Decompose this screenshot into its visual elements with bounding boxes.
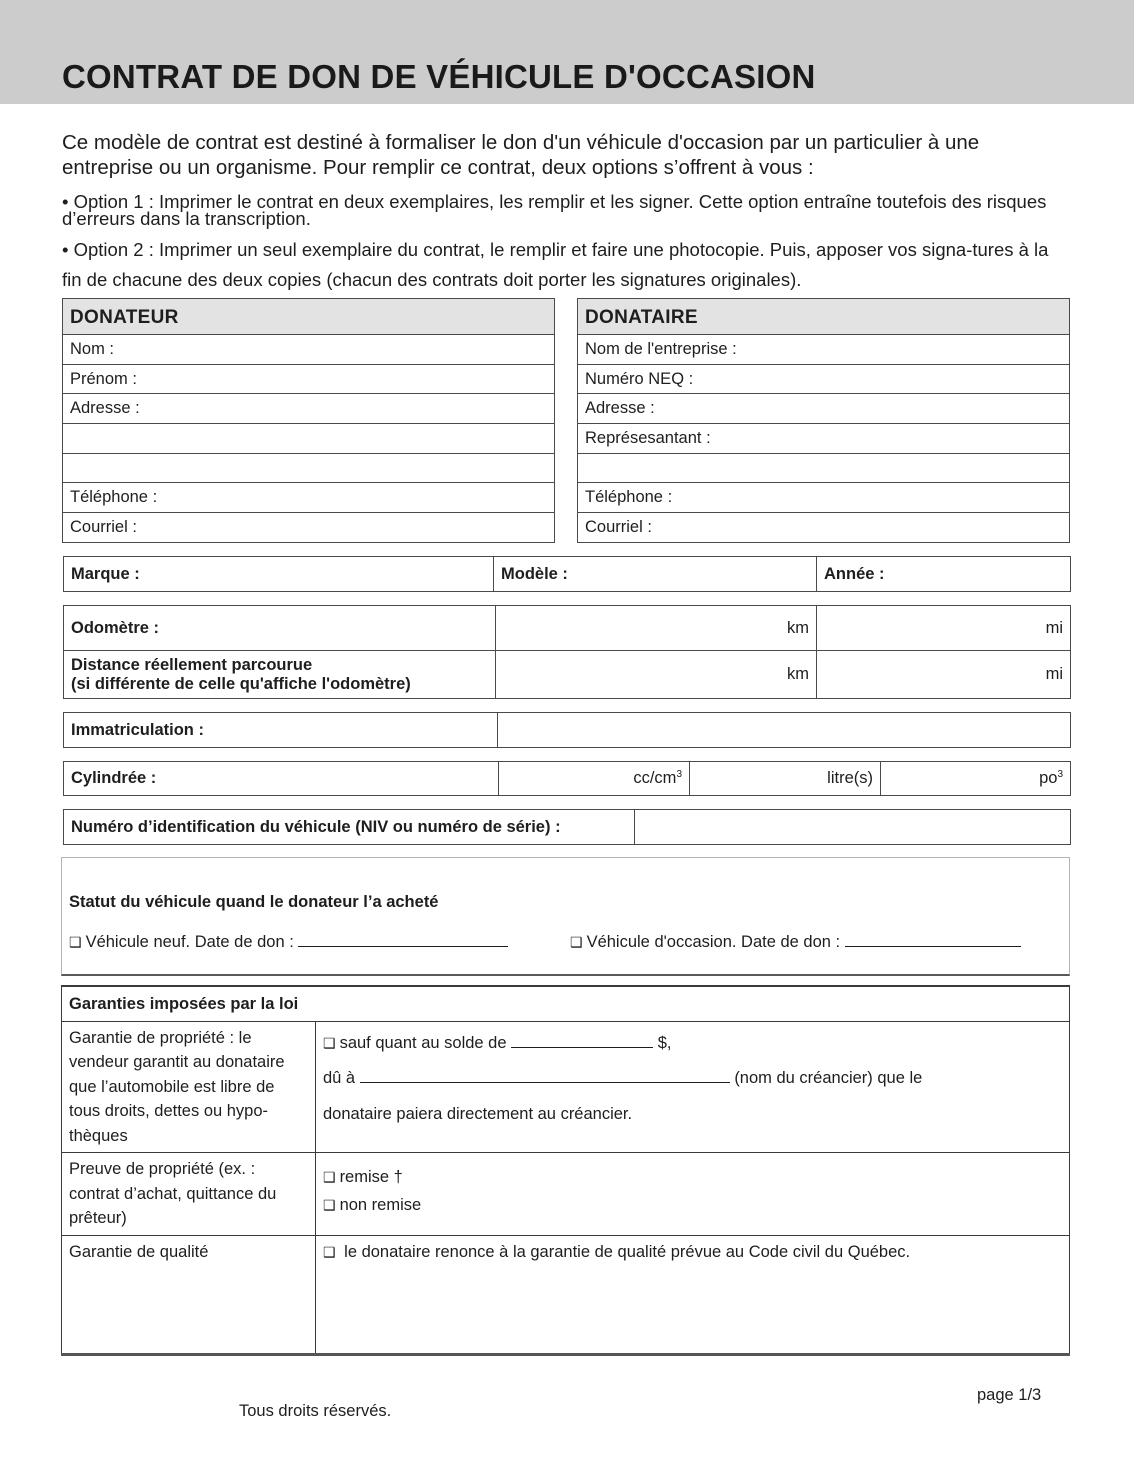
marque-field[interactable]: Marque : [64,557,494,592]
option-2-text: • Option 2 : Imprimer un seul exemplaire du contrat, le remplir et faire une photocopie. Puis, apposer vos signa-tures à la fin de chacune des deux copies (chacun des contrats doit porter les signatures originales). [62,239,1049,290]
immatriculation-field[interactable] [498,713,1071,748]
dollar-sign: $, [657,1033,672,1052]
checkbox-icon[interactable]: ❑ [323,1034,336,1051]
donataire-table [577,298,1070,543]
donateur-prenom-field[interactable]: Prénom : [63,364,555,394]
footer-rights: Tous droits réservés. [239,1402,392,1420]
statut-occasion-label: Véhicule d'occasion. Date de don : [586,933,841,951]
donateur-title: DONATEUR [63,299,555,335]
garanties-table [61,985,1070,1356]
donateur-courriel-field[interactable]: Courriel : [63,513,555,543]
donataire-neq-field[interactable]: Numéro NEQ : [578,364,1070,394]
donataire-telephone-field[interactable]: Téléphone : [578,483,1070,513]
statut-neuf-label: Véhicule neuf. Date de don : [85,933,294,951]
checkbox-icon[interactable]: ❑ [323,1243,336,1260]
donateur-nom-field[interactable]: Nom : [63,335,555,365]
odometre-mi-field[interactable] [817,606,1071,651]
creancier-line [323,1061,1062,1097]
preuve-propriete-label: Preuve de propriété (ex. : contrat d’achat, quittance du prêteur) [62,1153,316,1236]
checkbox-icon[interactable]: ❑ [570,934,583,950]
vehicle-status-section [61,857,1070,976]
renonce-label: le donataire renonce à la garantie de qualité prévue au Code civil du Québec. [344,1242,911,1261]
annee-field[interactable]: Année : [817,557,1071,592]
niv-field[interactable] [635,810,1071,845]
date-occasion-blank[interactable] [845,932,1021,947]
cc-unit: cc/cm [633,769,677,787]
distance-label [64,651,496,699]
remise-label: remise † [339,1168,403,1186]
distance-label-line1: Distance réellement parcourue [71,655,313,674]
donateur-table [62,298,555,543]
mi-unit: mi [1045,618,1063,637]
cylindree-litres-field[interactable] [690,762,881,796]
odometre-km-field[interactable] [496,606,817,651]
solde-amount-blank[interactable] [511,1033,653,1048]
garantie-propriete-label: Garantie de propriété : le vendeur garantit au donataire que l’automobile est libre de tous droits, dettes ou hypo-thèques [62,1021,316,1153]
donateur-adresse-line2-field[interactable] [63,424,555,454]
page-title: CONTRAT DE DON DE VÉHICULE D'OCCASION [62,58,816,95]
donateur-adresse-line3-field[interactable] [63,453,555,483]
donateur-adresse-field[interactable]: Adresse : [63,394,555,424]
solde-label: sauf quant au solde de [339,1033,507,1052]
cube-superscript: 3 [1057,769,1063,780]
renonce-option[interactable] [323,1240,1062,1264]
garantie-qualite-options [316,1235,1070,1354]
mi-unit: mi [1045,665,1063,683]
donataire-entreprise-field[interactable]: Nom de l'entreprise : [578,335,1070,365]
cube-superscript: 3 [676,769,682,780]
checkbox-icon[interactable]: ❑ [323,1197,336,1213]
solde-line [323,1026,1062,1062]
distance-km-field[interactable] [496,651,817,699]
garanties-title: Garanties imposées par la loi [62,986,1070,1021]
cylindree-label: Cylindrée : [64,762,499,796]
non-remise-label: non remise [339,1196,422,1214]
statut-occasion-option[interactable] [570,932,1021,952]
vehicle-make-model-table [63,556,1071,592]
checkbox-icon[interactable]: ❑ [323,1169,336,1185]
distance-label-line2: (si différente de celle qu'affiche l'odomètre) [71,674,411,693]
intro-text: Ce modèle de contrat est destiné à formaliser le don d'un véhicule d'occasion par un particulier à une entreprise ou un organisme. Pour remplir ce contrat, deux options s’offrent à vous : [62,131,980,179]
odometer-table [63,605,1071,699]
donataire-extra-line-field[interactable] [578,453,1070,483]
donataire-courriel-field[interactable]: Courriel : [578,513,1070,543]
page-number: page 1/3 [977,1386,1042,1404]
immatriculation-label: Immatriculation : [64,713,498,748]
checkbox-icon[interactable]: ❑ [69,934,82,950]
odometre-label: Odomètre : [64,606,496,651]
preuve-propriete-options [316,1153,1070,1236]
niv-label: Numéro d’identification du véhicule (NIV ou numéro de série) : [64,810,635,845]
creancier-label: (nom du créancier) que le [734,1069,923,1087]
niv-table [63,809,1071,845]
donateur-telephone-field[interactable]: Téléphone : [63,483,555,513]
donataire-title: DONATAIRE [578,299,1070,335]
statut-neuf-option[interactable] [69,932,508,952]
option-1-text: • Option 1 : Imprimer le contrat en deux exemplaires, les remplir et les signer. Cette option entraîne toutefois des risques d’erreurs dans la transcription. [62,191,1047,229]
distance-mi-field[interactable] [817,651,1071,699]
modele-field[interactable]: Modèle : [494,557,817,592]
statut-title: Statut du véhicule quand le donateur l’a acheté [69,893,439,911]
immatriculation-table [63,712,1071,748]
cylindree-table [63,761,1071,796]
litres-unit: litre(s) [827,769,873,787]
km-unit: km [787,618,809,637]
cylindree-po-field[interactable] [881,762,1071,796]
remise-option[interactable] [323,1163,1062,1191]
paiement-line: donataire paiera directement au créancier. [323,1104,633,1123]
po-unit: po [1039,769,1058,787]
non-remise-option[interactable] [323,1191,1062,1219]
date-neuf-blank[interactable] [298,932,508,947]
garantie-propriete-options [316,1021,1070,1153]
creancier-name-blank[interactable] [360,1068,730,1083]
garantie-qualite-label: Garantie de qualité [62,1235,316,1354]
du-a-label: dû à [323,1069,356,1087]
km-unit: km [787,665,809,683]
cylindree-cc-field[interactable] [499,762,690,796]
donataire-adresse-field[interactable]: Adresse : [578,394,1070,424]
donataire-representant-field[interactable]: Représesantant : [578,424,1070,454]
